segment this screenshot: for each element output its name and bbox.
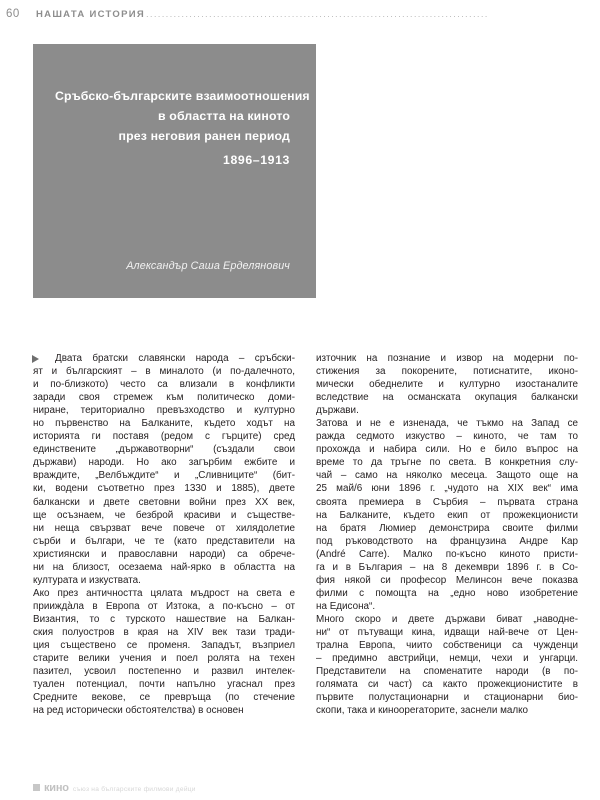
body-line: на братя Люмиер демонстрира своите филми bbox=[316, 522, 578, 534]
body-line: стижения за покорените, потиснатите, иконо- bbox=[316, 366, 578, 378]
body-line: га и в България – на 8 декември 1896 г. в Со- bbox=[316, 561, 578, 573]
body-line: ни неща свързват вече повече от хилядолетие bbox=[33, 522, 295, 534]
body-line: под ръководството на французина Андре Кар bbox=[316, 535, 578, 547]
body-line: източник на познание и извор на модерни по- bbox=[316, 353, 578, 364]
body-line: ражда седмото изкуство – киното, че там то bbox=[316, 431, 578, 443]
body-line: Затова и не е изненада, че тъкмо на Запад се bbox=[316, 418, 578, 430]
body-line: на ред исторически обстоятелства) в основен bbox=[33, 705, 244, 717]
body-line: фия някой си професор Мелинсон вече показва bbox=[316, 574, 578, 586]
body-paragraph bbox=[316, 352, 578, 417]
article-years: 1896–1913 bbox=[223, 153, 290, 167]
body-line: филми с помощта на „едно ново изобретение bbox=[316, 587, 578, 599]
body-line: туален потенциал, почти напълно угаснал през bbox=[33, 679, 295, 691]
body-line: ция съществено се променя. Западът, възприел bbox=[33, 640, 295, 652]
article-title-plate bbox=[33, 44, 316, 298]
body-line: Много скоро и двете държави биват „наводне- bbox=[316, 613, 578, 625]
footer-subtitle: съюз на българските филмови дейци bbox=[72, 786, 196, 793]
article-body bbox=[33, 352, 578, 717]
body-line: единствените „държавотворни“ (създали свои bbox=[33, 444, 295, 456]
body-line: заради своя стремеж към политическо доми- bbox=[33, 392, 295, 404]
square-mark-icon bbox=[33, 784, 40, 791]
body-column-right bbox=[316, 352, 578, 717]
body-line: своята премиера в Сърбия – първата страна bbox=[316, 496, 578, 508]
body-line: християнски и православни народи) са обрече- bbox=[33, 548, 295, 560]
paragraph-arrow-icon bbox=[32, 355, 39, 363]
body-line: историята ги поставя (редом с гърците) сред bbox=[33, 431, 295, 443]
body-line: сърби и българи, че те (като представители на bbox=[33, 535, 295, 547]
body-line: ят и българският – в миналото (и по-далечното, bbox=[33, 366, 295, 378]
body-line: – предимно австрийци, немци, чехи и унгарци. bbox=[316, 653, 578, 665]
body-line: ни“ от пътуващи кина, идващи най-вече от Цен- bbox=[316, 626, 578, 638]
body-line: чай – само на няколко месеца. Защото още на bbox=[316, 470, 578, 482]
body-line: ни на близост, осезаема най-ярко в областта на bbox=[33, 561, 295, 573]
footer-logo bbox=[33, 782, 196, 794]
body-line: ския полуостров в края на XIV век тази тради- bbox=[33, 626, 295, 638]
running-head bbox=[0, 8, 600, 24]
body-paragraph bbox=[316, 613, 578, 717]
running-head-section: НАШАТА ИСТОРИЯ bbox=[36, 9, 145, 20]
body-line: Средните векове, се превръща (по стечение bbox=[33, 692, 295, 704]
body-line: балкански и двете световни войни през XX век, bbox=[33, 496, 295, 508]
body-line: старите велики учения и поел ролята на техен bbox=[33, 653, 295, 665]
body-line: голямата си част) са както прожекционистите в bbox=[316, 679, 578, 691]
body-line: ще осъзнаем, че безброй красиви и съществе- bbox=[33, 509, 295, 521]
body-line: Византия, то с турското нашествие на Балкан- bbox=[33, 613, 295, 625]
body-line: първите полустационарни и стационарни био- bbox=[316, 692, 578, 704]
body-line: и по-близкото) често са влизали в конфликти bbox=[33, 379, 295, 391]
article-title-line: Сръбско-българските взаимоотношения bbox=[55, 89, 310, 103]
running-head-dots: ....................................................................................... bbox=[145, 9, 489, 20]
body-paragraph bbox=[33, 587, 295, 717]
body-line: прохожда и набира сили. Но е било въпрос на bbox=[316, 444, 578, 456]
body-paragraph bbox=[316, 417, 578, 613]
footer-brand-name: кино bbox=[44, 782, 69, 794]
body-line: скопи, така и киноoperaторите, заснели малко bbox=[316, 705, 529, 717]
body-column-left bbox=[33, 352, 295, 717]
body-line: държави) народи. Но ако загърбим ежбите и bbox=[33, 457, 295, 469]
body-line: на Балканите, където екип от прожекционисти bbox=[316, 509, 578, 521]
body-line: Представители на споменатите народи (в по- bbox=[316, 666, 578, 678]
body-line: 25 май/6 юни 1896 г. „чудото на XIX век“ има bbox=[316, 483, 578, 495]
body-line: мически обеднелите и културно изостаналите bbox=[316, 379, 578, 391]
body-line: ки, водени съответно през 1330 и 1885), двете bbox=[33, 483, 295, 495]
page-number: 60 bbox=[6, 8, 20, 20]
body-line: държави. bbox=[316, 405, 359, 417]
body-line: враждите, „Велбъждите“ и „Сливниците“ (бит- bbox=[33, 470, 295, 482]
body-line: ниране, териториално превъзходство и културно bbox=[33, 405, 295, 417]
body-line: вследствие на османската окупация балкански bbox=[316, 392, 578, 404]
body-line: Ако през античността цялата мъдрост на света е bbox=[33, 587, 295, 599]
body-paragraph bbox=[33, 352, 295, 587]
body-line: приижда̀ла в Европа от Изтока, а по-късно – от bbox=[33, 600, 295, 612]
body-line: на Едисона“. bbox=[316, 600, 376, 612]
body-line: Двата братски славянски народа – сръбски- bbox=[33, 352, 295, 365]
article-author: Александър Саша Ерделянович bbox=[126, 260, 290, 272]
body-line: но първенство на Балканите, където ходът на bbox=[33, 418, 295, 430]
article-title bbox=[55, 86, 310, 170]
body-line: културата и изкуствата. bbox=[33, 574, 141, 586]
body-line: (André Carre). Малко по-късно киното присти- bbox=[316, 548, 578, 560]
body-line: трална Европа, чиито собственици са чужденци bbox=[316, 640, 578, 652]
article-title-line: през неговия ранен период bbox=[118, 129, 290, 143]
body-line: пазител, усвоил постепенно и развил интелек- bbox=[33, 666, 295, 678]
body-line: време то да тръгне по света. В конкретния слу- bbox=[316, 457, 578, 469]
article-title-line: в областта на киното bbox=[158, 109, 290, 123]
